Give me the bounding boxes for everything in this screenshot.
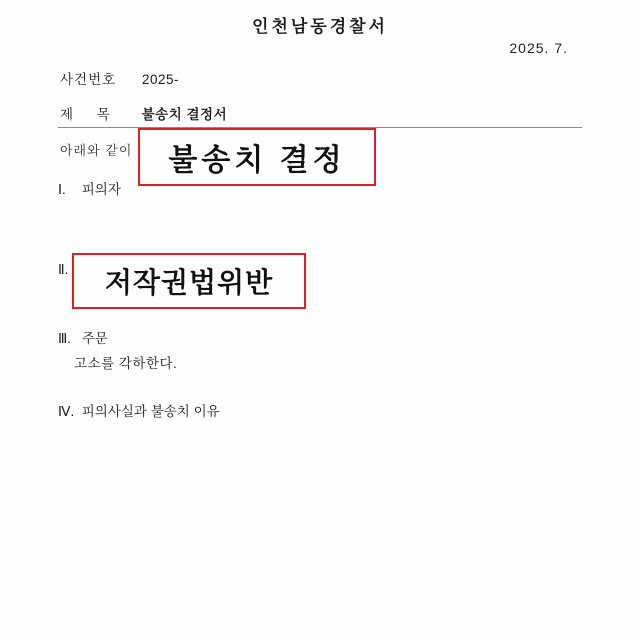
section-1-title: 피의자 [81,182,121,197]
subject-label: 제 목 [60,107,120,122]
section-3-title: 주문 [81,331,108,346]
section-2-number: Ⅱ. [58,262,69,277]
section-1 [58,178,121,198]
order-text: 고소를 각하한다. [74,356,178,371]
decision-stamp: 불송치 결정 [138,128,376,186]
page-title: 인천남동경찰서 [252,17,388,36]
section-4-title: 피의사실과 불송치 이유 [81,404,220,419]
section-3 [58,327,108,347]
case-number-value: 2025- [141,72,179,87]
document-date: 2025. 7. [509,40,568,56]
section-1-number: Ⅰ. [58,182,66,197]
charge-stamp: 저작권법위반 [72,253,306,309]
case-number-label: 사건번호 [60,72,117,87]
section-3-number: Ⅲ. [58,331,72,346]
as-follows-text: 아래와 같이 [60,143,133,158]
subject-value: 불송치 결정서 [141,107,228,122]
subject-row [60,103,227,123]
section-4-number: Ⅳ. [58,404,75,419]
case-number-row [60,68,179,88]
section-4 [58,400,220,420]
